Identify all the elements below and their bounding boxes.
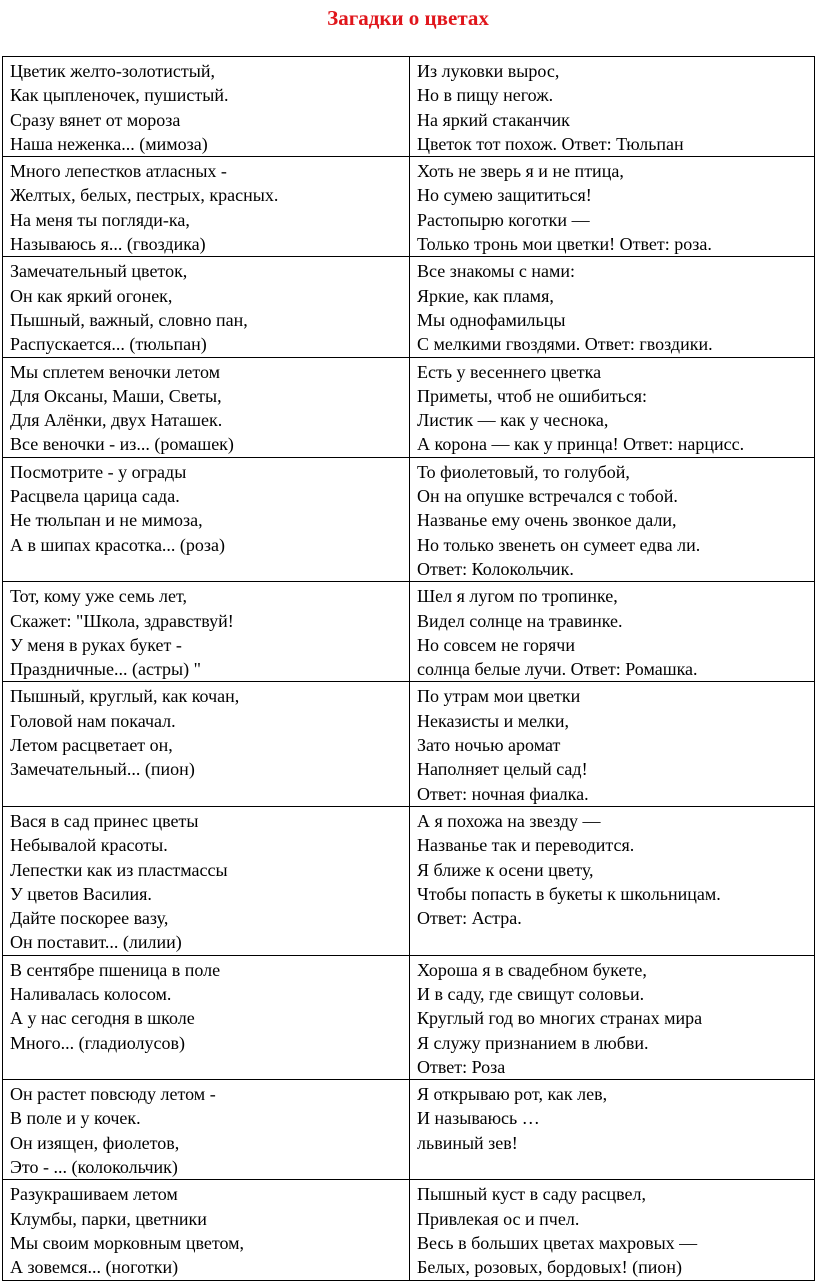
riddle-line: На меня ты погляди-ка, <box>10 209 190 230</box>
riddle-line: Много лепестков атласных - <box>10 161 227 182</box>
riddle-cell-right <box>410 955 815 1079</box>
riddle-cell-right <box>410 157 815 257</box>
riddle-line: Замечательный цветок, <box>10 261 188 282</box>
riddle-line: С мелкими гвоздями. Ответ: гвоздики. <box>417 334 713 355</box>
riddle-line: Не тюльпан и не мимоза, <box>10 510 203 531</box>
riddle-line: Ответ: ночная фиалка. <box>417 783 589 804</box>
riddle-line: Лепестки как из пластмассы <box>10 859 228 880</box>
riddle-cell-left <box>3 582 410 682</box>
riddle-line: Мы сплетем веночки летом <box>10 361 221 382</box>
riddle-line: Но в пищу негож. <box>417 85 554 106</box>
riddle-line: У цветов Василия. <box>10 883 152 904</box>
riddle-line: Вася в сад принес цветы <box>10 810 199 831</box>
riddle-line: Пышный куст в саду расцвел, <box>417 1184 646 1205</box>
riddle-line: Сразу вянет от мороза <box>10 109 181 130</box>
riddle-line: Пышный, важный, словно пан, <box>10 309 248 330</box>
riddle-line: Дайте поскорее вазу, <box>10 908 169 929</box>
riddle-line: Чтобы попасть в букеты к школьницам. <box>417 883 721 904</box>
riddle-line: львиный зев! <box>417 1132 518 1153</box>
riddle-line: Он растет повсюду летом - <box>10 1084 216 1105</box>
riddle-line: Я ближе к осени цвету, <box>417 859 594 880</box>
riddle-line: Из луковки вырос, <box>417 61 560 81</box>
riddle-line: Зато ночью аромат <box>417 735 561 756</box>
riddle-line: Ответ: Астра. <box>417 908 522 929</box>
riddle-line: Называюсь я... (гвоздика) <box>10 234 206 255</box>
riddle-line: А зовемся... (ноготки) <box>10 1257 179 1278</box>
riddle-line: Растопырю коготки — <box>417 209 590 230</box>
riddle-cell-left <box>3 457 410 581</box>
riddles-table <box>2 56 815 1281</box>
riddle-cell-right <box>410 582 815 682</box>
riddle-line: Это - ... (колокольчик) <box>10 1157 178 1178</box>
riddle-line: Неказисты и мелки, <box>417 710 570 731</box>
riddle-line: Расцвела царица сада. <box>10 486 180 507</box>
riddle-line: Скажет: "Школа, здравствуй! <box>10 610 234 631</box>
riddle-line: Яркие, как пламя, <box>417 285 554 306</box>
riddle-line: Все веночки - из... (ромашек) <box>10 434 234 455</box>
riddle-line: Весь в больших цветах махровых — <box>417 1232 698 1253</box>
riddle-line: Названье ему очень звонкое дали, <box>417 510 677 531</box>
riddle-line: Он изящен, фиолетов, <box>10 1132 180 1153</box>
riddle-line: Для Оксаны, Маши, Светы, <box>10 385 222 406</box>
riddle-line: Ответ: Колокольчик. <box>417 558 574 579</box>
riddle-row <box>3 457 815 581</box>
riddle-cell-left <box>3 257 410 357</box>
riddle-line: Но только звенеть он сумеет едва ли. <box>417 534 701 555</box>
riddle-row <box>3 1180 815 1280</box>
riddle-line: Летом расцветает он, <box>10 735 173 756</box>
riddle-row <box>3 157 815 257</box>
riddle-line: В поле и у кочек. <box>10 1108 141 1129</box>
riddle-line: Желтых, белых, пестрых, красных. <box>10 185 279 206</box>
riddle-line: Наполняет целый сад! <box>417 759 588 780</box>
riddle-line: То фиолетовый, то голубой, <box>417 461 630 482</box>
riddle-line: Листик — как у чеснока, <box>417 410 609 431</box>
riddle-line: В сентябре пшеница в поле <box>10 959 221 980</box>
riddle-line: Он поставит... (лилии) <box>10 932 182 953</box>
riddle-line: Тот, кому уже семь лет, <box>10 586 188 607</box>
riddle-line: Круглый год во многих странах мира <box>417 1008 703 1029</box>
riddle-line: Все знакомы с нами: <box>417 261 576 282</box>
riddle-line: Он как яркий огонек, <box>10 285 173 306</box>
riddle-line: Хоть не зверь я и не птица, <box>417 161 624 182</box>
riddle-line: Хороша я в свадебном букете, <box>417 959 647 980</box>
riddle-line: А корона — как у принца! Ответ: нарцисс. <box>417 434 745 455</box>
riddle-line: Разукрашиваем летом <box>10 1184 178 1205</box>
riddle-row <box>3 57 815 157</box>
riddle-line: Мы однофамильцы <box>417 309 566 330</box>
riddles-table-body <box>3 57 815 1281</box>
riddle-line: У меня в руках букет - <box>10 634 182 655</box>
riddle-row <box>3 357 815 457</box>
riddle-line: Головой нам покачал. <box>10 710 176 731</box>
riddle-cell-left <box>3 1080 410 1180</box>
riddle-row <box>3 806 815 955</box>
riddle-line: Названье так и переводится. <box>417 835 635 856</box>
riddle-cell-left <box>3 806 410 955</box>
riddle-cell-right <box>410 1180 815 1280</box>
riddle-line: солнца белые лучи. Ответ: Ромашка. <box>417 659 698 680</box>
riddle-line: А я похожа на звезду — <box>417 810 601 831</box>
riddle-line: Я служу признанием в любви. <box>417 1032 649 1053</box>
riddle-line: Есть у весеннего цветка <box>417 361 602 382</box>
riddle-row <box>3 1080 815 1180</box>
riddle-cell-right <box>410 806 815 955</box>
riddle-cell-right <box>410 457 815 581</box>
riddle-row <box>3 955 815 1079</box>
riddle-cell-left <box>3 157 410 257</box>
riddle-line: Шел я лугом по тропинке, <box>417 586 618 607</box>
riddle-cell-right <box>410 682 815 806</box>
riddle-line: По утрам мои цветки <box>417 686 581 707</box>
riddle-cell-right <box>410 57 815 157</box>
riddle-line: Как цыпленочек, пушистый. <box>10 85 229 106</box>
riddle-line: Клумбы, парки, цветники <box>10 1208 207 1229</box>
riddle-line: Он на опушке встречался с тобой. <box>417 486 678 507</box>
riddle-line: Только тронь мои цветки! Ответ: роза. <box>417 234 712 255</box>
riddle-cell-left <box>3 1180 410 1280</box>
riddle-line: Привлекая ос и пчел. <box>417 1208 580 1229</box>
riddle-row <box>3 582 815 682</box>
riddle-line: Наливалась колосом. <box>10 983 172 1004</box>
riddle-line: Ответ: Роза <box>417 1056 506 1077</box>
riddle-line: Распускается... (тюльпан) <box>10 334 207 355</box>
riddle-line: На яркий стаканчик <box>417 109 570 130</box>
riddle-line: Замечательный... (пион) <box>10 759 195 780</box>
riddle-line: Праздничные... (астры) " <box>10 659 201 680</box>
riddle-line: Небывалой красоты. <box>10 835 168 856</box>
riddle-line: А у нас сегодня в школе <box>10 1008 195 1029</box>
riddle-line: А в шипах красотка... (роза) <box>10 534 226 555</box>
riddle-line: Цветок тот похож. Ответ: Тюльпан <box>417 133 684 154</box>
riddle-cell-left <box>3 57 410 157</box>
riddle-line: Но совсем не горячи <box>417 634 575 655</box>
riddle-line: Много... (гладиолусов) <box>10 1032 186 1053</box>
riddle-line: Пышный, круглый, как кочан, <box>10 686 240 707</box>
riddle-line: И в саду, где свищут соловьи. <box>417 983 645 1004</box>
riddle-row <box>3 682 815 806</box>
riddle-line: Белых, розовых, бордовых! (пион) <box>417 1257 683 1278</box>
riddle-line: Приметы, чтоб не ошибиться: <box>417 385 648 406</box>
riddle-line: Посмотрите - у ограды <box>10 461 187 482</box>
riddle-line: И называюсь … <box>417 1108 540 1129</box>
riddle-cell-right <box>410 257 815 357</box>
page-title: Загадки о цветах <box>327 6 489 30</box>
riddle-line: Цветик желто-золотистый, <box>10 61 216 81</box>
riddle-cell-left <box>3 955 410 1079</box>
riddle-cell-right <box>410 1080 815 1180</box>
riddle-line: Видел солнце на травинке. <box>417 610 623 631</box>
riddle-cell-left <box>3 682 410 806</box>
riddle-line: Я открываю рот, как лев, <box>417 1084 608 1105</box>
riddle-row <box>3 257 815 357</box>
riddle-line: Но сумею защититься! <box>417 185 592 206</box>
riddle-line: Мы своим морковным цветом, <box>10 1232 245 1253</box>
riddle-line: Для Алёнки, двух Наташек. <box>10 410 223 431</box>
riddle-cell-left <box>3 357 410 457</box>
riddle-cell-right <box>410 357 815 457</box>
riddle-line: Наша неженка... (мимоза) <box>10 133 208 154</box>
